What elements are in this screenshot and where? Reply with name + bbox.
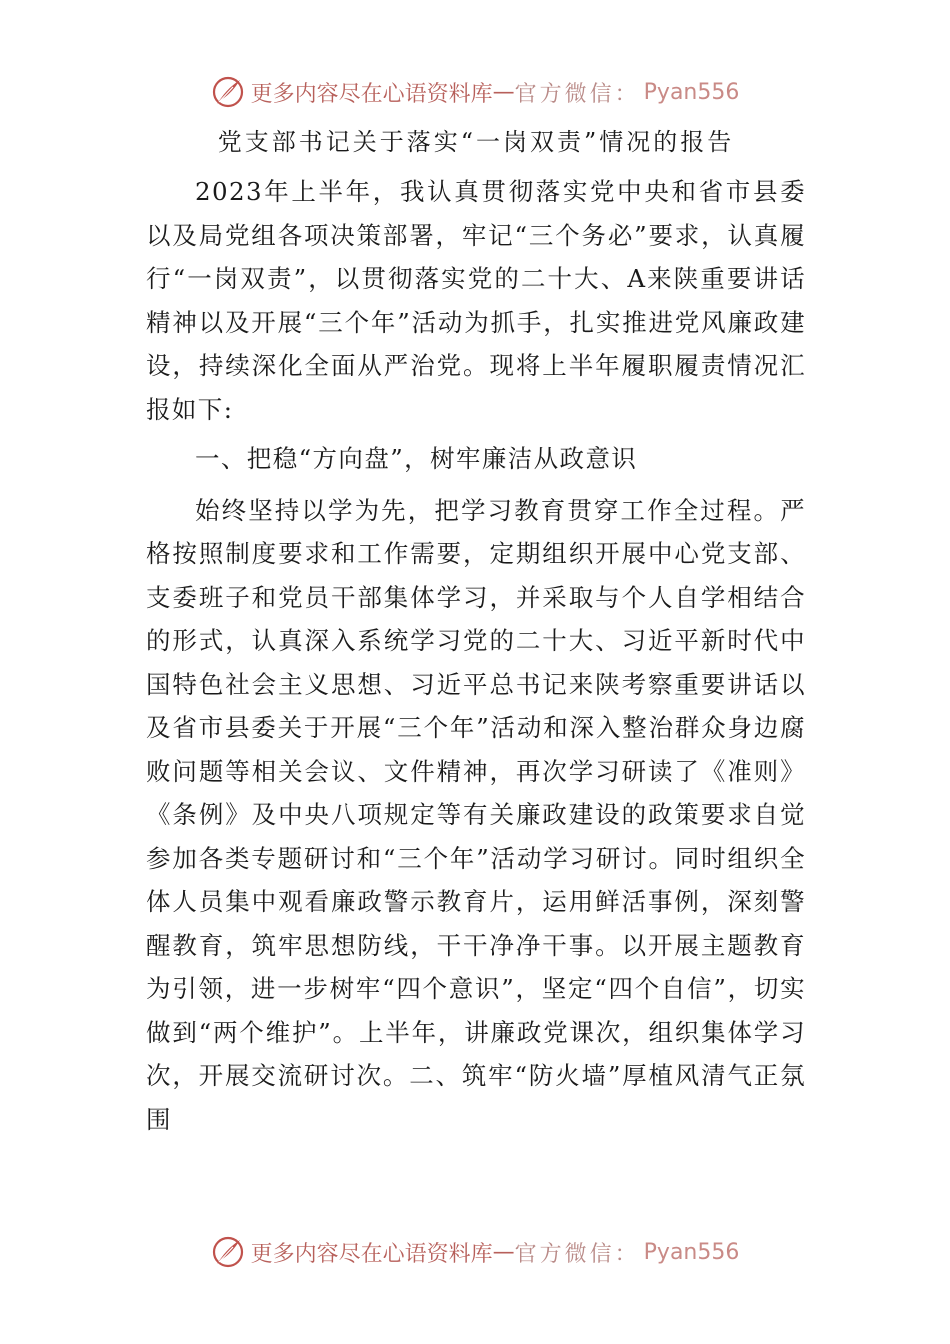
- watermark-footer: [0, 1232, 950, 1272]
- document-body: [146, 120, 806, 1141]
- watermark-wechat-label: 官方微信：: [514, 1241, 640, 1267]
- watermark-site-name: 更多内容尽在心语资料库: [250, 81, 493, 107]
- watermark-separator: —: [492, 79, 515, 105]
- watermark-separator: —: [492, 1239, 515, 1265]
- section-heading-1: 一、把稳“方向盘”，树牢廉洁从政意识: [195, 444, 638, 473]
- intro-paragraph: 2023年上半年，我认真贯彻落实党中央和省市县委以及局党组各项决策部署，牢记“三个务必”要求，认真履行“一岗双责”，以贯彻落实党的二十大、A来陕重要讲话精神以及开展“三个年”活动为抓手，扎实推进党风廉政建设，持续深化全面从严治党。现将上半年履职履责情况汇报如下:: [146, 177, 806, 424]
- watermark-wechat-id: Pyan556: [643, 79, 740, 105]
- section-1-paragraph: 始终坚持以学为先，把学习教育贯穿工作全过程。严格按照制度要求和工作需要，定期组织开展中心党支部、支委班子和党员干部集体学习，并采取与个人自学相结合的形式，认真深入系统学习党的二十大、习近平新时代中国特色社会主义思想、习近平总书记来陕考察重要讲话以及省市县委关于开展“三个年”活动和深入整治群众身边腐败问题等相关会议、文件精神，再次学习研读了《准则》《条例》及中央八项规定等有关廉政建设的政策要求自觉参加各类专题研讨和“三个年”活动学习研讨。同时组织全体人员集中观看廉政警示教育片，运用鲜活事例，深刻警醒教育，筑牢思想防线，干干净净干事。以开展主题教育为引领，进一步树牢“四个意识”，坚定“四个自信”，切实做到“两个维护”。上半年，讲廉政党课次，组织集体学习次，开展交流研讨次。二、筑牢“防火墙”厚植风清气正氛围: [146, 495, 806, 1134]
- feather-quill-logo-icon: [211, 1235, 245, 1269]
- watermark-wechat-label: 官方微信：: [514, 81, 640, 107]
- watermark-wechat-id: Pyan556: [643, 1239, 740, 1265]
- feather-quill-logo-icon: [211, 75, 245, 109]
- watermark-header: [0, 72, 950, 112]
- document-title: 党支部书记关于落实“一岗双责”情况的报告: [217, 128, 735, 156]
- watermark-site-name: 更多内容尽在心语资料库: [250, 1241, 493, 1267]
